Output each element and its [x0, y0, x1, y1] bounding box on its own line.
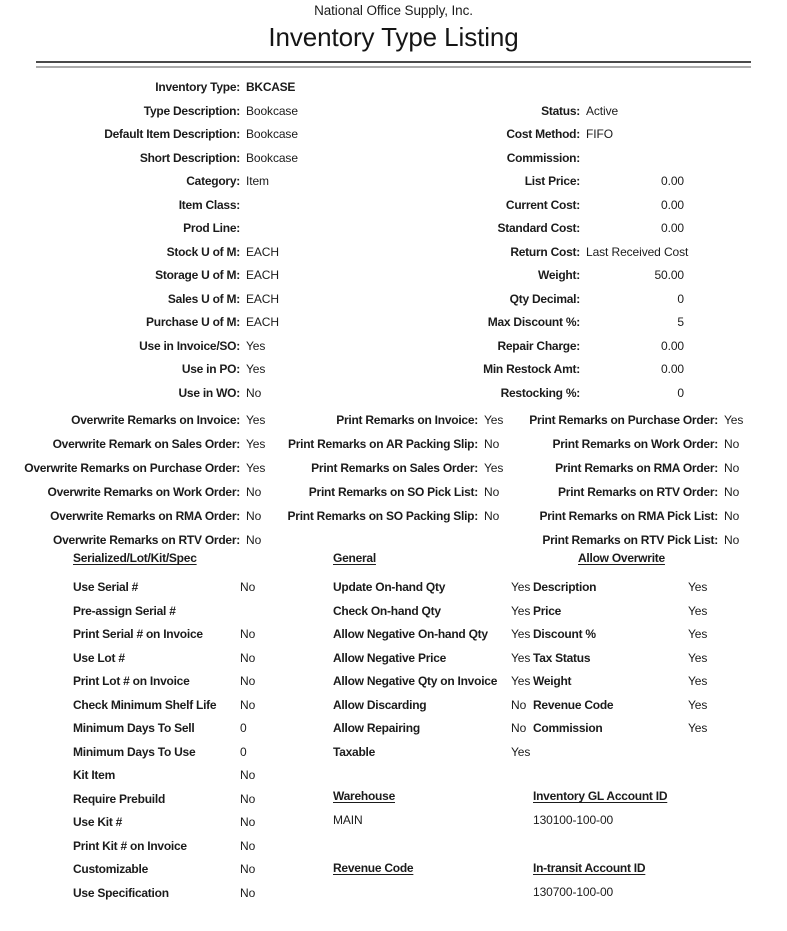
field-value: Yes [246, 338, 266, 353]
remarks-row [0, 432, 760, 456]
field-value: Item [246, 174, 269, 188]
flag-label: Allow Negative Qty on Invoice [333, 674, 498, 688]
field-label: Overwrite Remarks on RTV Order: [53, 533, 240, 547]
field-value: Yes [484, 461, 504, 475]
field-row [36, 358, 751, 382]
flags-allow-overwrite-column [533, 576, 748, 741]
header-divider [36, 61, 751, 68]
flag-value: Yes [688, 721, 708, 735]
remarks-row [0, 480, 760, 504]
field-label: Use in Invoice/SO: [139, 338, 240, 353]
flag-value: 0 [240, 721, 247, 735]
flag-label: Update On-hand Qty [333, 580, 446, 594]
field-row [36, 194, 751, 218]
inventory-gl-header: Inventory GL Account ID [533, 789, 668, 803]
field-value: No [724, 461, 740, 475]
field-row [36, 311, 751, 335]
field-value: No [246, 509, 262, 523]
flag-row [73, 694, 300, 718]
flag-row [73, 717, 300, 741]
flag-label: Use Kit # [73, 815, 123, 829]
field-value: 0.00 [661, 197, 684, 212]
field-value: No [484, 509, 500, 523]
field-label: Overwrite Remarks on Work Order: [47, 485, 240, 499]
field-label: Type Description: [143, 103, 240, 118]
field-label: Max Discount %: [487, 315, 580, 329]
flag-value: No [240, 791, 256, 806]
field-label: Print Remarks on Work Order: [552, 437, 718, 451]
flag-row [73, 882, 300, 906]
field-label: Standard Cost: [497, 221, 580, 235]
flag-value: No [240, 650, 256, 665]
flag-label: Discount % [533, 627, 596, 641]
flag-label: Allow Negative Price [333, 650, 447, 665]
field-value: Bookcase [246, 150, 298, 165]
field-label: Print Remarks on SO Packing Slip: [287, 509, 478, 523]
flag-value [240, 600, 300, 624]
field-label: Print Remarks on Sales Order: [311, 461, 478, 475]
field-value: 0 [677, 385, 684, 400]
field-value: 0.00 [661, 221, 684, 235]
field-value: 5 [677, 315, 684, 329]
field-row [36, 382, 751, 406]
company-name: National Office Supply, Inc. [314, 3, 473, 18]
field-label [282, 528, 478, 552]
field-value [586, 76, 684, 100]
flag-label: Customizable [73, 862, 149, 876]
flag-label: Allow Discarding [333, 697, 427, 712]
field-label: Print Remarks on SO Pick List: [308, 485, 478, 499]
flag-label: Description [533, 580, 597, 594]
field-label: Status: [541, 103, 580, 118]
flag-label: Pre-assign Serial # [73, 603, 176, 618]
flag-label: Minimum Days To Sell [73, 721, 195, 735]
flag-row [533, 647, 748, 671]
field-label: Cost Method: [506, 127, 580, 141]
section-header-serialized: Serialized/Lot/Kit/Spec [73, 551, 197, 565]
field-value [586, 147, 684, 171]
field-label: Short Description: [139, 150, 240, 165]
inventory-gl-value: 130100-100-00 [533, 813, 614, 827]
field-label: Print Remarks on RMA Order: [555, 461, 718, 475]
flag-row [73, 811, 300, 835]
field-label: Default Item Description: [104, 127, 240, 141]
flag-row [533, 623, 748, 647]
flag-value: Yes [511, 744, 531, 759]
remarks-row [0, 456, 760, 480]
field-label: Category: [186, 174, 240, 188]
field-label: Sales U of M: [167, 291, 240, 306]
field-label [402, 76, 580, 100]
flag-row [533, 576, 748, 600]
field-value: No [246, 485, 262, 499]
field-label: Prod Line: [183, 221, 240, 235]
flag-value: Yes [511, 627, 531, 641]
field-value: Yes [246, 413, 266, 427]
field-row [36, 170, 751, 194]
flag-label: Commission [533, 721, 603, 735]
flag-row [73, 835, 300, 859]
field-row [36, 217, 751, 241]
flag-label: Check On-hand Qty [333, 603, 441, 618]
flag-value: Yes [688, 627, 708, 641]
field-value: 0.00 [661, 338, 684, 353]
field-label: Overwrite Remarks on RMA Order: [50, 509, 240, 523]
field-value: No [724, 485, 740, 499]
flag-value: No [511, 721, 527, 735]
field-label: Return Cost: [510, 244, 580, 259]
field-label: Overwrite Remarks on Purchase Order: [24, 461, 240, 475]
remarks-row [0, 408, 760, 432]
flag-row [73, 576, 300, 600]
flag-label: Kit Item [73, 768, 116, 782]
flag-label: Price [533, 603, 562, 618]
flag-row [533, 600, 748, 624]
field-label: Restocking %: [500, 385, 580, 400]
flag-value: No [240, 885, 256, 900]
field-label: Storage U of M: [155, 268, 240, 282]
flag-label: Weight [533, 674, 572, 688]
field-row [36, 147, 751, 171]
flag-value: No [240, 697, 256, 712]
flag-row [73, 670, 300, 694]
field-value: EACH [246, 244, 279, 259]
field-value: No [484, 437, 500, 451]
in-transit-value: 130700-100-00 [533, 885, 614, 899]
field-label: Weight: [537, 268, 580, 282]
field-label: Overwrite Remark on Sales Order: [52, 437, 240, 451]
flag-value: No [240, 580, 256, 594]
flag-value: Yes [688, 650, 708, 665]
flag-value: Yes [511, 580, 531, 594]
section-header-general: General [333, 551, 376, 565]
flag-label: Allow Negative On-hand Qty [333, 627, 488, 641]
field-value: Yes [246, 437, 266, 451]
warehouse-header: Warehouse [333, 789, 395, 803]
field-label: Overwrite Remarks on Invoice: [71, 413, 240, 427]
revenue-code-header: Revenue Code [333, 861, 414, 875]
field-label: Print Remarks on AR Packing Slip: [287, 437, 478, 451]
field-value: No [724, 437, 740, 451]
field-value: EACH [246, 315, 279, 329]
flag-value: Yes [511, 603, 531, 618]
flag-row [333, 741, 571, 765]
flag-value: No [240, 815, 256, 829]
field-row [36, 335, 751, 359]
page-title: Inventory Type Listing [268, 22, 519, 52]
field-value: 0 [677, 291, 684, 306]
field-row [36, 241, 751, 265]
flag-label: Print Lot # on Invoice [73, 674, 190, 688]
flag-label: Taxable [333, 744, 376, 759]
field-label: Commission: [506, 150, 580, 165]
field-row [36, 123, 751, 147]
flag-label: Print Kit # on Invoice [73, 838, 187, 853]
flag-row [73, 647, 300, 671]
flag-row [73, 764, 300, 788]
field-value: Active [586, 103, 619, 118]
flag-value: Yes [511, 674, 531, 688]
field-value: No [246, 385, 262, 400]
field-value: 0.00 [661, 174, 684, 188]
remarks-section [0, 408, 760, 552]
field-value: FIFO [586, 127, 613, 141]
top-fields-section [36, 76, 751, 405]
field-label: List Price: [524, 174, 580, 188]
flag-label: Print Serial # on Invoice [73, 627, 203, 641]
field-label: Print Remarks on Purchase Order: [529, 413, 718, 427]
warehouse-value: MAIN [333, 813, 363, 827]
flag-row [533, 717, 748, 741]
flag-value: No [240, 862, 256, 876]
flag-label: Allow Repairing [333, 721, 420, 735]
field-row [36, 76, 751, 100]
flag-row [533, 670, 748, 694]
flag-label: Tax Status [533, 650, 591, 665]
in-transit-header: In-transit Account ID [533, 861, 646, 875]
flag-value: Yes [688, 674, 708, 688]
flag-value: No [240, 838, 256, 853]
flag-row [73, 858, 300, 882]
field-value: 50.00 [654, 268, 684, 282]
field-label: Use in PO: [181, 362, 240, 376]
flag-row [73, 741, 300, 765]
flag-value: No [511, 697, 527, 712]
flag-label: Use Serial # [73, 580, 139, 594]
field-row [36, 264, 751, 288]
field-value: Last Received Cost [586, 244, 689, 259]
flag-value: No [240, 627, 256, 641]
flag-value: No [240, 768, 256, 782]
field-label: Repair Charge: [497, 338, 580, 353]
flag-label: Use Specification [73, 885, 169, 900]
field-label: Print Remarks on RTV Order: [558, 485, 718, 499]
field-value: BKCASE [246, 80, 296, 94]
field-label: Item Class: [178, 197, 240, 212]
flag-value: Yes [688, 697, 708, 712]
field-label: Print Remarks on RTV Pick List: [542, 533, 718, 547]
field-label: Purchase U of M: [145, 315, 240, 329]
flag-row [73, 623, 300, 647]
flag-value: Yes [511, 650, 531, 665]
flag-label: Minimum Days To Use [73, 744, 196, 759]
flag-row [73, 600, 300, 624]
field-value [246, 217, 396, 241]
field-value: Yes [246, 362, 266, 376]
field-label: Qty Decimal: [509, 291, 580, 306]
field-value: No [724, 509, 740, 523]
field-value: Yes [724, 413, 744, 427]
field-row [36, 288, 751, 312]
flag-value: 0 [240, 744, 247, 759]
field-label: Print Remarks on RMA Pick List: [539, 509, 718, 523]
flag-value: Yes [688, 580, 708, 594]
field-label: Current Cost: [505, 197, 580, 212]
flag-label: Check Minimum Shelf Life [73, 697, 217, 712]
field-value: No [724, 533, 740, 547]
flag-label: Require Prebuild [73, 791, 166, 806]
field-value: EACH [246, 268, 279, 282]
field-value [246, 194, 396, 218]
field-value: EACH [246, 291, 279, 306]
field-value: Bookcase [246, 103, 298, 118]
field-value: No [484, 485, 500, 499]
field-value: No [246, 533, 262, 547]
field-label: Stock U of M: [166, 244, 240, 259]
flag-row [73, 788, 300, 812]
flags-left-column [73, 576, 300, 905]
field-value: Yes [484, 413, 504, 427]
field-label: Min Restock Amt: [483, 362, 580, 376]
field-label: Print Remarks on Invoice: [336, 413, 478, 427]
remarks-row [0, 504, 760, 528]
flag-label: Use Lot # [73, 650, 125, 665]
field-row [36, 100, 751, 124]
flag-value: Yes [688, 603, 708, 618]
field-label: Inventory Type: [155, 80, 240, 94]
field-value [484, 528, 514, 552]
section-header-allow-overwrite: Allow Overwrite [578, 551, 665, 565]
field-value: Bookcase [246, 127, 298, 141]
field-value: 0.00 [661, 362, 684, 376]
flag-label: Revenue Code [533, 697, 614, 712]
field-value: Yes [246, 461, 266, 475]
field-label: Use in WO: [178, 385, 240, 400]
flag-row [533, 694, 748, 718]
flag-value: No [240, 674, 256, 688]
